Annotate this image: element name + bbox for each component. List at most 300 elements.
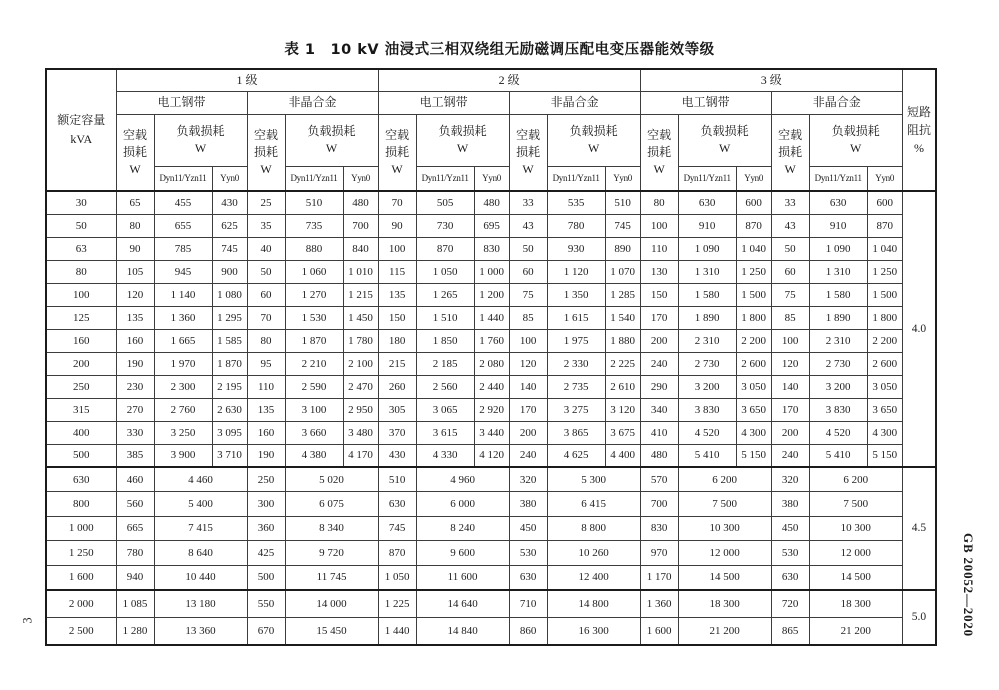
load-loss-cell: 12 000 <box>809 541 902 566</box>
vector-group-header: Dyn11/Yzn11 <box>416 166 474 191</box>
load-loss-cell: 7 500 <box>678 492 771 517</box>
load-loss-cell: 12 400 <box>547 565 640 590</box>
load-loss-cell: 870 <box>416 237 474 260</box>
table-row <box>46 617 936 645</box>
load-loss-cell: 630 <box>809 191 867 214</box>
grade-header: 1 级 <box>116 69 378 91</box>
no-load-loss-cell: 100 <box>378 237 416 260</box>
load-loss-cell: 3 710 <box>212 444 247 467</box>
no-load-loss-cell: 160 <box>116 329 154 352</box>
load-loss-cell: 1 310 <box>809 260 867 283</box>
no-load-loss-cell: 35 <box>247 214 285 237</box>
no-load-loss-cell: 530 <box>771 541 809 566</box>
load-loss-cell: 1 800 <box>736 306 771 329</box>
load-loss-cell: 8 640 <box>154 541 247 566</box>
load-loss-cell: 655 <box>154 214 212 237</box>
load-loss-cell: 1 510 <box>416 306 474 329</box>
no-load-loss-cell: 480 <box>640 444 678 467</box>
no-load-loss-cell: 43 <box>771 214 809 237</box>
load-loss-cell: 1 120 <box>547 260 605 283</box>
load-loss-cell: 1 890 <box>678 306 736 329</box>
load-loss-cell: 2 735 <box>547 375 605 398</box>
load-loss-cell: 5 150 <box>867 444 902 467</box>
load-loss-cell: 630 <box>678 191 736 214</box>
material-header: 电工钢带 <box>116 91 247 114</box>
no-load-loss-cell: 33 <box>509 191 547 214</box>
capacity-cell: 1 600 <box>46 565 116 590</box>
no-load-loss-cell: 50 <box>509 237 547 260</box>
capacity-cell: 315 <box>46 398 116 421</box>
load-loss-cell: 1 580 <box>678 283 736 306</box>
load-loss-cell: 14 500 <box>809 565 902 590</box>
grade-header: 3 级 <box>640 69 902 91</box>
load-loss-cell: 1 500 <box>867 283 902 306</box>
load-loss-cell: 1 285 <box>605 283 640 306</box>
load-loss-cell: 1 250 <box>867 260 902 283</box>
load-loss-cell: 4 380 <box>285 444 343 467</box>
load-loss-cell: 9 720 <box>285 541 378 566</box>
no-load-loss-cell: 865 <box>771 617 809 645</box>
load-loss-cell: 6 000 <box>416 492 509 517</box>
vector-group-header: Dyn11/Yzn11 <box>547 166 605 191</box>
load-loss-cell: 1 780 <box>343 329 378 352</box>
load-loss-cell: 1 090 <box>678 237 736 260</box>
no-load-loss-cell: 110 <box>640 237 678 260</box>
capacity-cell: 2 000 <box>46 590 116 618</box>
no-load-loss-cell: 380 <box>771 492 809 517</box>
capacity-cell: 630 <box>46 467 116 492</box>
no-load-loss-cell: 60 <box>247 283 285 306</box>
capacity-cell: 400 <box>46 421 116 444</box>
load-loss-cell: 1 040 <box>736 237 771 260</box>
load-loss-cell: 910 <box>678 214 736 237</box>
no-load-loss-cell: 340 <box>640 398 678 421</box>
no-load-loss-cell: 80 <box>247 329 285 352</box>
load-loss-cell: 5 410 <box>809 444 867 467</box>
no-load-loss-cell: 85 <box>771 306 809 329</box>
load-loss-cell: 3 095 <box>212 421 247 444</box>
no-load-loss-cell: 50 <box>771 237 809 260</box>
no-load-loss-cell: 380 <box>509 492 547 517</box>
vector-group-header: Yyn0 <box>605 166 640 191</box>
no-load-loss-cell: 190 <box>247 444 285 467</box>
load-loss-cell: 1 760 <box>474 329 509 352</box>
table-row <box>46 214 936 237</box>
load-loss-cell: 21 200 <box>678 617 771 645</box>
no-load-loss-cell: 90 <box>116 237 154 260</box>
table-row <box>46 565 936 590</box>
load-loss-cell: 480 <box>343 191 378 214</box>
impedance-cell: 4.0 <box>902 191 936 467</box>
no-load-loss-cell: 940 <box>116 565 154 590</box>
capacity-cell: 1 250 <box>46 541 116 566</box>
load-loss-cell: 6 075 <box>285 492 378 517</box>
load-loss-cell: 2 590 <box>285 375 343 398</box>
load-loss-cell: 510 <box>605 191 640 214</box>
load-loss-cell: 3 660 <box>285 421 343 444</box>
load-loss-cell: 7 415 <box>154 516 247 541</box>
table-row <box>46 260 936 283</box>
no-load-loss-cell: 510 <box>378 467 416 492</box>
no-load-loss-cell: 95 <box>247 352 285 375</box>
no-load-loss-cell: 300 <box>247 492 285 517</box>
load-loss-cell: 8 240 <box>416 516 509 541</box>
table-row <box>46 541 936 566</box>
no-load-loss-cell: 75 <box>771 283 809 306</box>
no-load-loss-cell: 290 <box>640 375 678 398</box>
load-loss-cell: 1 870 <box>212 352 247 375</box>
no-load-loss-cell: 75 <box>509 283 547 306</box>
vector-group-header: Yyn0 <box>867 166 902 191</box>
no-load-loss-cell: 60 <box>509 260 547 283</box>
table-row <box>46 398 936 421</box>
load-loss-cell: 14 500 <box>678 565 771 590</box>
load-loss-cell: 14 000 <box>285 590 378 618</box>
no-load-loss-cell: 100 <box>771 329 809 352</box>
table-row <box>46 516 936 541</box>
load-loss-cell: 3 615 <box>416 421 474 444</box>
no-load-loss-cell: 170 <box>640 306 678 329</box>
load-loss-cell: 600 <box>867 191 902 214</box>
load-loss-cell: 2 310 <box>678 329 736 352</box>
load-loss-cell: 3 900 <box>154 444 212 467</box>
load-loss-cell: 10 260 <box>547 541 640 566</box>
no-load-loss-cell: 70 <box>378 191 416 214</box>
capacity-cell: 125 <box>46 306 116 329</box>
vector-group-header: Yyn0 <box>474 166 509 191</box>
load-loss-cell: 1 140 <box>154 283 212 306</box>
load-loss-cell: 745 <box>605 214 640 237</box>
load-loss-cell: 3 480 <box>343 421 378 444</box>
load-loss-cell: 7 500 <box>809 492 902 517</box>
load-loss-cell: 3 275 <box>547 398 605 421</box>
capacity-cell: 250 <box>46 375 116 398</box>
no-load-loss-cell: 1 360 <box>640 590 678 618</box>
no-load-loss-cell: 1 600 <box>640 617 678 645</box>
load-loss-cell: 4 170 <box>343 444 378 467</box>
load-loss-cell: 1 880 <box>605 329 640 352</box>
load-loss-cell: 21 200 <box>809 617 902 645</box>
load-loss-cell: 1 850 <box>416 329 474 352</box>
no-load-loss-cell: 460 <box>116 467 154 492</box>
load-loss-cell: 430 <box>212 191 247 214</box>
no-load-loss-header: 空载 损耗 W <box>509 114 547 191</box>
load-loss-cell: 13 360 <box>154 617 247 645</box>
load-loss-cell: 1 060 <box>285 260 343 283</box>
capacity-cell: 200 <box>46 352 116 375</box>
load-loss-cell: 3 065 <box>416 398 474 421</box>
no-load-loss-cell: 43 <box>509 214 547 237</box>
load-loss-cell: 880 <box>285 237 343 260</box>
no-load-loss-cell: 270 <box>116 398 154 421</box>
load-loss-cell: 870 <box>736 214 771 237</box>
load-loss-header: 负载损耗 W <box>416 114 509 166</box>
table-row <box>46 191 936 214</box>
load-loss-cell: 2 080 <box>474 352 509 375</box>
load-loss-cell: 1 540 <box>605 306 640 329</box>
load-loss-cell: 11 600 <box>416 565 509 590</box>
no-load-loss-header: 空载 损耗 W <box>771 114 809 191</box>
no-load-loss-cell: 40 <box>247 237 285 260</box>
no-load-loss-cell: 250 <box>247 467 285 492</box>
no-load-loss-header: 空载 损耗 W <box>247 114 285 191</box>
load-loss-cell: 4 960 <box>416 467 509 492</box>
load-loss-cell: 780 <box>547 214 605 237</box>
load-loss-cell: 2 210 <box>285 352 343 375</box>
load-loss-cell: 2 950 <box>343 398 378 421</box>
no-load-loss-cell: 240 <box>640 352 678 375</box>
efficiency-table <box>45 68 937 646</box>
load-loss-cell: 1 580 <box>809 283 867 306</box>
no-load-loss-header: 空载 损耗 W <box>640 114 678 191</box>
load-loss-cell: 3 650 <box>867 398 902 421</box>
no-load-loss-cell: 630 <box>378 492 416 517</box>
load-loss-cell: 3 100 <box>285 398 343 421</box>
load-loss-cell: 1 800 <box>867 306 902 329</box>
no-load-loss-cell: 85 <box>509 306 547 329</box>
capacity-cell: 1 000 <box>46 516 116 541</box>
no-load-loss-cell: 65 <box>116 191 154 214</box>
capacity-cell: 160 <box>46 329 116 352</box>
load-loss-cell: 1 070 <box>605 260 640 283</box>
load-loss-cell: 1 310 <box>678 260 736 283</box>
no-load-loss-cell: 665 <box>116 516 154 541</box>
load-loss-cell: 1 665 <box>154 329 212 352</box>
load-loss-cell: 5 150 <box>736 444 771 467</box>
load-loss-cell: 1 615 <box>547 306 605 329</box>
load-loss-cell: 945 <box>154 260 212 283</box>
no-load-loss-cell: 120 <box>116 283 154 306</box>
material-header: 非晶合金 <box>509 91 640 114</box>
impedance-cell: 4.5 <box>902 467 936 590</box>
no-load-loss-cell: 425 <box>247 541 285 566</box>
load-loss-cell: 2 600 <box>867 352 902 375</box>
material-header: 非晶合金 <box>247 91 378 114</box>
no-load-loss-cell: 215 <box>378 352 416 375</box>
capacity-cell: 63 <box>46 237 116 260</box>
no-load-loss-cell: 70 <box>247 306 285 329</box>
no-load-loss-cell: 140 <box>771 375 809 398</box>
load-loss-cell: 3 440 <box>474 421 509 444</box>
load-loss-cell: 1 270 <box>285 283 343 306</box>
load-loss-cell: 3 050 <box>736 375 771 398</box>
load-loss-cell: 1 350 <box>547 283 605 306</box>
load-loss-cell: 510 <box>285 191 343 214</box>
header-row-materials <box>46 91 936 114</box>
no-load-loss-cell: 320 <box>771 467 809 492</box>
page-number: 3 <box>20 617 35 624</box>
load-loss-cell: 5 410 <box>678 444 736 467</box>
load-loss-cell: 785 <box>154 237 212 260</box>
no-load-loss-cell: 240 <box>509 444 547 467</box>
no-load-loss-cell: 80 <box>116 214 154 237</box>
no-load-loss-cell: 25 <box>247 191 285 214</box>
no-load-loss-cell: 80 <box>640 191 678 214</box>
load-loss-cell: 1 440 <box>474 306 509 329</box>
load-loss-cell: 3 675 <box>605 421 640 444</box>
load-loss-cell: 1 450 <box>343 306 378 329</box>
no-load-loss-cell: 430 <box>378 444 416 467</box>
load-loss-cell: 4 400 <box>605 444 640 467</box>
no-load-loss-cell: 860 <box>509 617 547 645</box>
no-load-loss-cell: 530 <box>509 541 547 566</box>
load-loss-cell: 3 650 <box>736 398 771 421</box>
no-load-loss-cell: 120 <box>771 352 809 375</box>
load-loss-cell: 10 440 <box>154 565 247 590</box>
no-load-loss-cell: 200 <box>771 421 809 444</box>
load-loss-cell: 1 215 <box>343 283 378 306</box>
material-header: 非晶合金 <box>771 91 902 114</box>
material-header: 电工钢带 <box>378 91 509 114</box>
load-loss-cell: 1 975 <box>547 329 605 352</box>
load-loss-cell: 1 970 <box>154 352 212 375</box>
load-loss-cell: 1 295 <box>212 306 247 329</box>
load-loss-cell: 3 200 <box>809 375 867 398</box>
no-load-loss-cell: 180 <box>378 329 416 352</box>
load-loss-cell: 5 020 <box>285 467 378 492</box>
load-loss-cell: 18 300 <box>678 590 771 618</box>
load-loss-cell: 14 800 <box>547 590 640 618</box>
no-load-loss-cell: 190 <box>116 352 154 375</box>
load-loss-cell: 16 300 <box>547 617 640 645</box>
load-loss-cell: 1 000 <box>474 260 509 283</box>
load-loss-cell: 1 090 <box>809 237 867 260</box>
load-loss-header: 负载损耗 W <box>678 114 771 166</box>
load-loss-cell: 10 300 <box>678 516 771 541</box>
load-loss-cell: 3 050 <box>867 375 902 398</box>
load-loss-cell: 2 195 <box>212 375 247 398</box>
table-row <box>46 329 936 352</box>
no-load-loss-cell: 1 085 <box>116 590 154 618</box>
no-load-loss-cell: 260 <box>378 375 416 398</box>
no-load-loss-cell: 710 <box>509 590 547 618</box>
no-load-loss-cell: 320 <box>509 467 547 492</box>
capacity-cell: 800 <box>46 492 116 517</box>
load-loss-cell: 4 625 <box>547 444 605 467</box>
load-loss-cell: 600 <box>736 191 771 214</box>
impedance-header: 短路 阻抗 % <box>902 69 936 191</box>
no-load-loss-cell: 1 170 <box>640 565 678 590</box>
no-load-loss-cell: 33 <box>771 191 809 214</box>
no-load-loss-cell: 150 <box>640 283 678 306</box>
impedance-cell: 5.0 <box>902 590 936 645</box>
no-load-loss-cell: 970 <box>640 541 678 566</box>
load-loss-cell: 3 865 <box>547 421 605 444</box>
load-loss-cell: 6 200 <box>809 467 902 492</box>
load-loss-cell: 2 600 <box>736 352 771 375</box>
load-loss-cell: 5 400 <box>154 492 247 517</box>
load-loss-cell: 8 800 <box>547 516 640 541</box>
load-loss-header: 负载损耗 W <box>285 114 378 166</box>
no-load-loss-cell: 780 <box>116 541 154 566</box>
load-loss-cell: 2 610 <box>605 375 640 398</box>
load-loss-cell: 2 310 <box>809 329 867 352</box>
load-loss-header: 负载损耗 W <box>154 114 247 166</box>
table-header <box>46 69 936 191</box>
no-load-loss-header: 空载 损耗 W <box>378 114 416 191</box>
load-loss-cell: 1 530 <box>285 306 343 329</box>
load-loss-cell: 2 560 <box>416 375 474 398</box>
vector-group-header: Dyn11/Yzn11 <box>678 166 736 191</box>
table-row <box>46 590 936 618</box>
load-loss-cell: 1 585 <box>212 329 247 352</box>
no-load-loss-cell: 135 <box>378 283 416 306</box>
load-loss-cell: 480 <box>474 191 509 214</box>
no-load-loss-cell: 560 <box>116 492 154 517</box>
no-load-loss-cell: 700 <box>640 492 678 517</box>
load-loss-cell: 1 040 <box>867 237 902 260</box>
load-loss-cell: 1 265 <box>416 283 474 306</box>
table-row <box>46 352 936 375</box>
load-loss-cell: 8 340 <box>285 516 378 541</box>
capacity-cell: 2 500 <box>46 617 116 645</box>
load-loss-cell: 840 <box>343 237 378 260</box>
load-loss-cell: 4 300 <box>867 421 902 444</box>
no-load-loss-cell: 500 <box>247 565 285 590</box>
load-loss-cell: 4 120 <box>474 444 509 467</box>
table-row <box>46 467 936 492</box>
load-loss-cell: 2 200 <box>867 329 902 352</box>
page-title: 表 1 10 kV 油浸式三相双绕组无励磁调压配电变压器能效等级 <box>284 42 715 58</box>
no-load-loss-cell: 230 <box>116 375 154 398</box>
table-row <box>46 375 936 398</box>
table-row <box>46 237 936 260</box>
load-loss-cell: 730 <box>416 214 474 237</box>
table-body <box>46 191 936 645</box>
no-load-loss-cell: 100 <box>509 329 547 352</box>
no-load-loss-cell: 1 225 <box>378 590 416 618</box>
no-load-loss-cell: 170 <box>771 398 809 421</box>
load-loss-cell: 3 200 <box>678 375 736 398</box>
load-loss-cell: 1 360 <box>154 306 212 329</box>
load-loss-cell: 1 200 <box>474 283 509 306</box>
load-loss-cell: 4 460 <box>154 467 247 492</box>
load-loss-cell: 12 000 <box>678 541 771 566</box>
load-loss-cell: 1 500 <box>736 283 771 306</box>
no-load-loss-cell: 200 <box>509 421 547 444</box>
load-loss-cell: 2 470 <box>343 375 378 398</box>
no-load-loss-cell: 135 <box>247 398 285 421</box>
no-load-loss-cell: 330 <box>116 421 154 444</box>
vector-group-header: Dyn11/Yzn11 <box>285 166 343 191</box>
load-loss-cell: 2 730 <box>809 352 867 375</box>
load-loss-cell: 5 300 <box>547 467 640 492</box>
load-loss-cell: 18 300 <box>809 590 902 618</box>
capacity-cell: 30 <box>46 191 116 214</box>
load-loss-cell: 1 080 <box>212 283 247 306</box>
load-loss-cell: 4 520 <box>678 421 736 444</box>
capacity-cell: 50 <box>46 214 116 237</box>
load-loss-cell: 3 250 <box>154 421 212 444</box>
no-load-loss-cell: 450 <box>771 516 809 541</box>
no-load-loss-cell: 100 <box>640 214 678 237</box>
load-loss-cell: 6 200 <box>678 467 771 492</box>
capacity-cell: 80 <box>46 260 116 283</box>
no-load-loss-cell: 130 <box>640 260 678 283</box>
load-loss-cell: 535 <box>547 191 605 214</box>
load-loss-cell: 2 730 <box>678 352 736 375</box>
vector-group-header: Dyn11/Yzn11 <box>809 166 867 191</box>
load-loss-cell: 735 <box>285 214 343 237</box>
header-row-loss-types <box>46 114 936 166</box>
load-loss-cell: 2 330 <box>547 352 605 375</box>
load-loss-cell: 3 830 <box>809 398 867 421</box>
load-loss-cell: 695 <box>474 214 509 237</box>
vector-group-header: Yyn0 <box>736 166 771 191</box>
no-load-loss-cell: 150 <box>378 306 416 329</box>
load-loss-cell: 2 920 <box>474 398 509 421</box>
load-loss-cell: 2 440 <box>474 375 509 398</box>
